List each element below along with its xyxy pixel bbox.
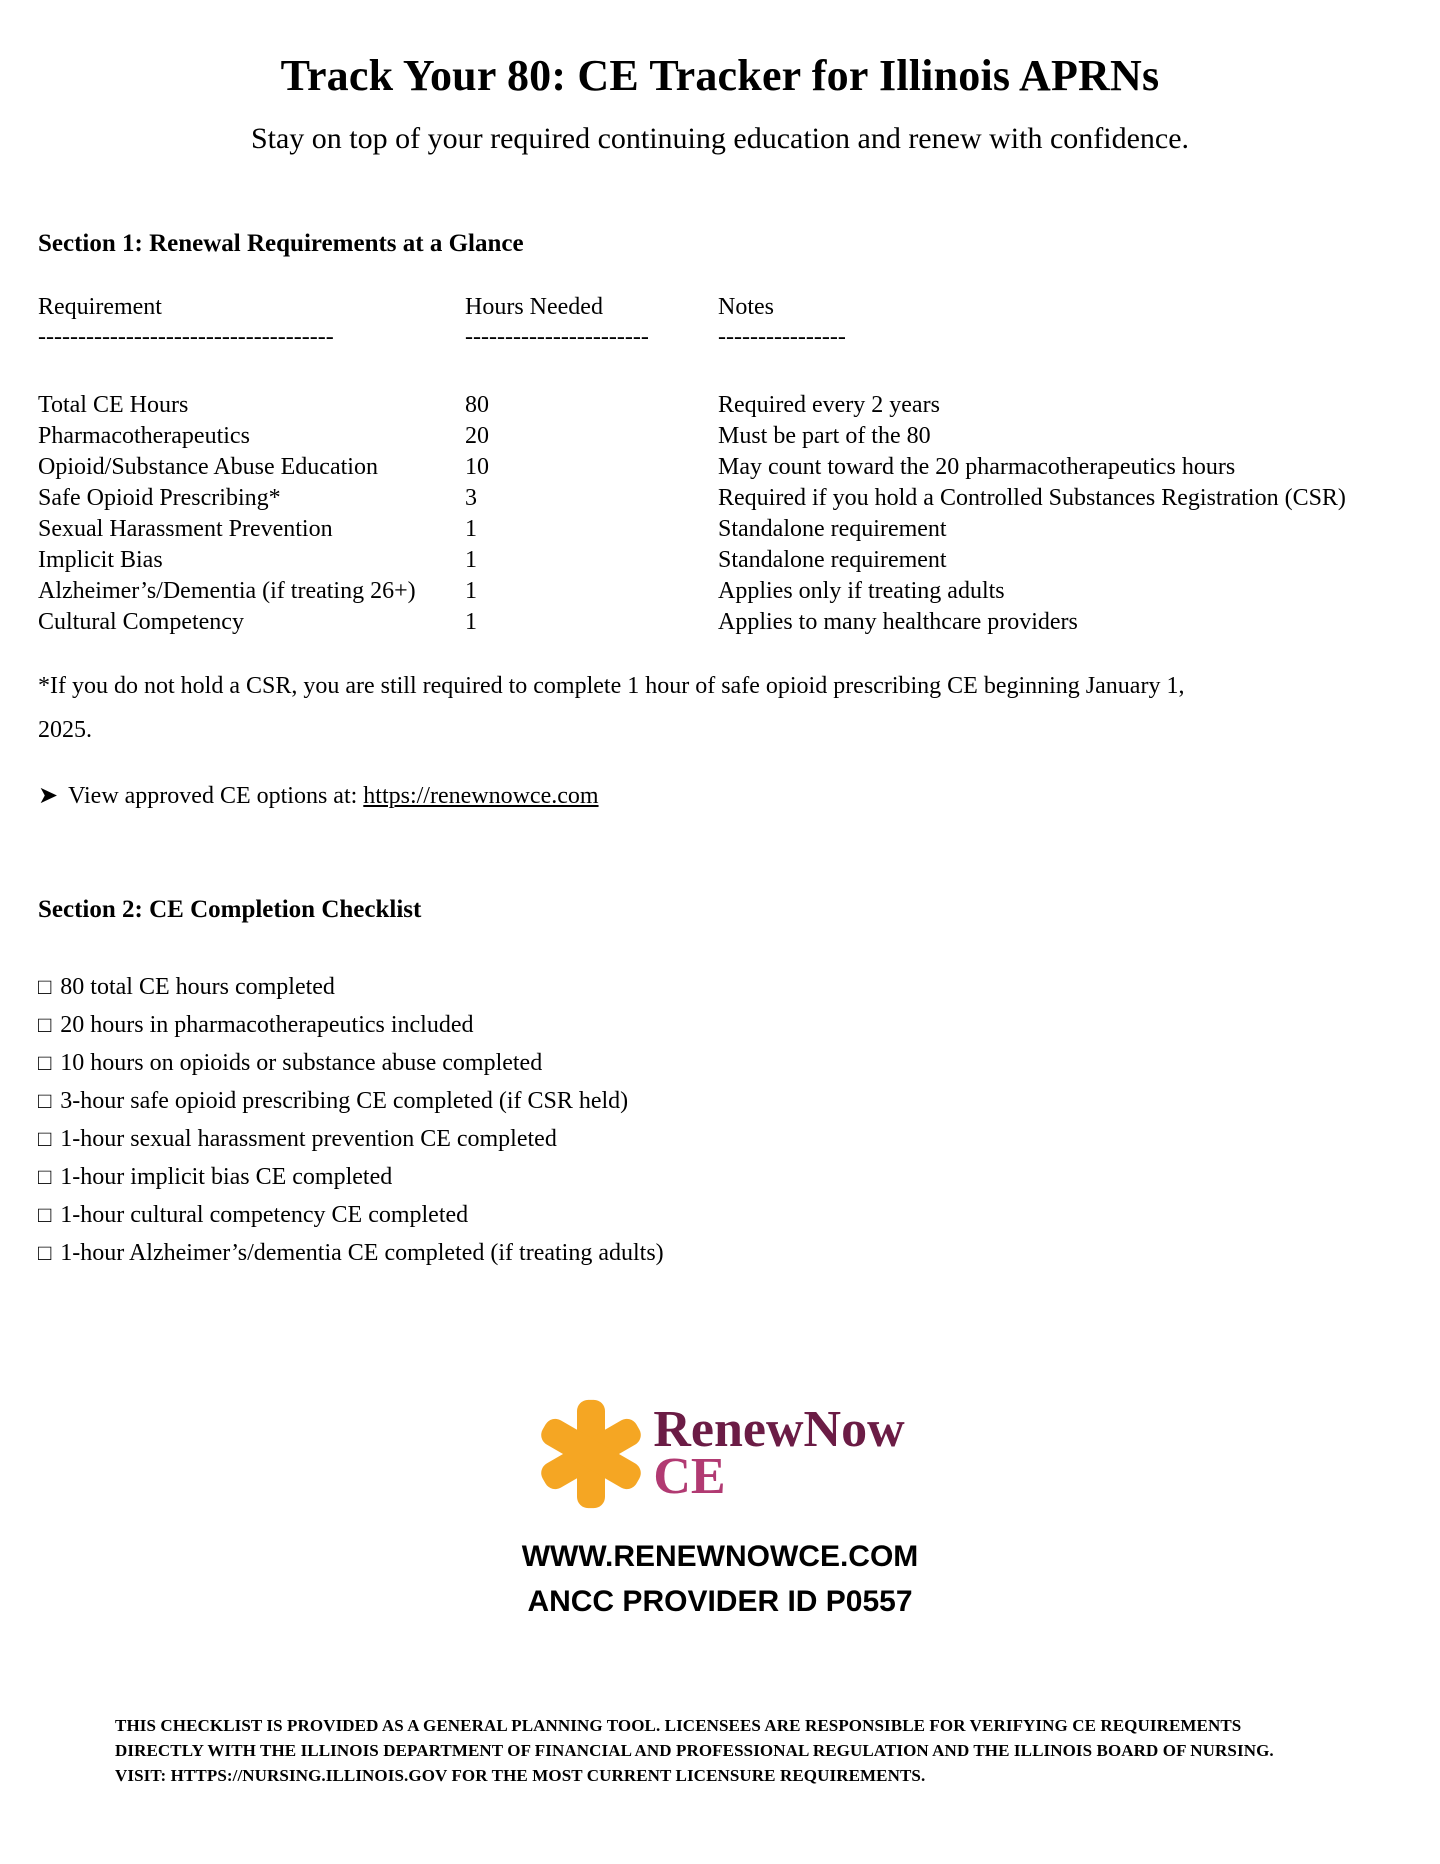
checklist-item (38, 1234, 1402, 1272)
hours-cell: 20 (465, 422, 489, 449)
table-row (38, 607, 1402, 638)
disclaimer (115, 1713, 1402, 1788)
table-row (38, 576, 1402, 607)
requirement-cell: Implicit Bias (38, 546, 163, 573)
checklist-item (38, 1044, 1402, 1082)
requirement-cell: Pharmacotherapeutics (38, 422, 250, 449)
notes-cell: Applies only if treating adults (718, 577, 1005, 604)
requirement-cell: Total CE Hours (38, 391, 189, 418)
hours-cell: 80 (465, 391, 489, 418)
col-header-requirement: Requirement (38, 293, 162, 320)
hours-cell: 1 (465, 577, 477, 604)
checklist-item-label: 10 hours on opioids or substance abuse completed (60, 1049, 543, 1076)
logo-brand-name: RenewNow (653, 1401, 905, 1458)
notes-cell: Applies to many healthcare providers (718, 608, 1078, 635)
checkbox-icon[interactable]: □ (38, 1011, 52, 1037)
checklist-item-label: 1-hour sexual harassment prevention CE completed (60, 1125, 557, 1152)
table-row (38, 452, 1402, 483)
checkbox-icon[interactable]: □ (38, 1049, 52, 1075)
notes-cell: Required if you hold a Controlled Substances Registration (CSR) (718, 484, 1346, 511)
logo-wordmark (653, 1401, 905, 1505)
checklist-item (38, 968, 1402, 1006)
checkbox-icon[interactable]: □ (38, 1201, 52, 1227)
checklist-item-label: 1-hour cultural competency CE completed (60, 1201, 469, 1228)
checklist-item-label: 80 total CE hours completed (60, 973, 335, 1000)
col-header-notes: Notes (718, 293, 774, 320)
disclaimer-line: THIS CHECKLIST IS PROVIDED AS A GENERAL PLANNING TOOL. LICENSEES ARE RESPONSIBLE FOR VERIFYING CE REQUIREMENTS (115, 1715, 1242, 1735)
checkbox-icon[interactable]: □ (38, 1125, 52, 1151)
section2-heading: Section 2: CE Completion Checklist (38, 895, 422, 923)
checkbox-icon[interactable]: □ (38, 1087, 52, 1113)
checklist-item (38, 1006, 1402, 1044)
requirement-cell: Sexual Harassment Prevention (38, 515, 333, 542)
checklist-item-label: 20 hours in pharmacotherapeutics included (60, 1011, 474, 1038)
checkbox-icon[interactable]: □ (38, 1163, 52, 1189)
divider-dashes: ------------------------------------- (38, 323, 334, 350)
table-header-row (38, 292, 1402, 322)
table-divider-row (38, 322, 1402, 352)
logo-brand-ce: CE (653, 1447, 726, 1505)
requirement-cell: Safe Opioid Prescribing* (38, 484, 281, 511)
disclaimer-line: VISIT: HTTPS://NURSING.ILLINOIS.GOV FOR THE MOST CURRENT LICENSURE REQUIREMENTS. (115, 1765, 926, 1785)
table-row (38, 545, 1402, 576)
notes-cell: Standalone requirement (718, 515, 947, 542)
divider-dashes: ----------------------- (465, 323, 649, 350)
table-row (38, 514, 1402, 545)
table-row (38, 421, 1402, 452)
table-row (38, 390, 1402, 421)
website-url: WWW.RENEWNOWCE.COM (521, 1539, 919, 1573)
hours-cell: 1 (465, 546, 477, 573)
renewnow-logo (38, 1398, 1402, 1510)
arrow-right-icon: ➤ (38, 782, 59, 809)
col-header-hours: Hours Needed (465, 293, 603, 320)
star-of-life-icon (535, 1398, 647, 1510)
ce-checklist (38, 968, 1402, 1272)
notes-cell: Required every 2 years (718, 391, 940, 418)
provider-id: ANCC PROVIDER ID P0557 (527, 1584, 913, 1618)
notes-cell: Must be part of the 80 (718, 422, 931, 449)
notes-cell: May count toward the 20 pharmacotherapeutics hours (718, 453, 1236, 480)
checkbox-icon[interactable]: □ (38, 1239, 52, 1265)
checklist-item (38, 1196, 1402, 1234)
requirement-cell: Cultural Competency (38, 608, 244, 635)
requirements-table (38, 292, 1402, 638)
cta-text: View approved CE options at: (68, 782, 358, 809)
renewnowce-link[interactable]: https://renewnowce.com (363, 782, 599, 809)
checklist-item (38, 1120, 1402, 1158)
checklist-item-label: 1-hour implicit bias CE completed (60, 1163, 393, 1190)
section1-heading: Section 1: Renewal Requirements at a Glance (38, 229, 524, 257)
hours-cell: 1 (465, 515, 477, 542)
checklist-item (38, 1158, 1402, 1196)
requirement-cell: Opioid/Substance Abuse Education (38, 453, 378, 480)
csr-footnote: *If you do not hold a CSR, you are still required to complete 1 hour of safe opioid prescribing CE beginning January 1, 2025. (38, 672, 1185, 743)
table-body (38, 390, 1402, 638)
cta-line (38, 780, 1402, 812)
page-title: Track Your 80: CE Tracker for Illinois APRNs (280, 51, 1160, 100)
divider-dashes: ---------------- (718, 323, 846, 350)
checklist-item (38, 1082, 1402, 1120)
hours-cell: 1 (465, 608, 477, 635)
hours-cell: 10 (465, 453, 489, 480)
disclaimer-line: DIRECTLY WITH THE ILLINOIS DEPARTMENT OF FINANCIAL AND PROFESSIONAL REGULATION AND THE ILLINOIS BOARD OF NURSING. (115, 1740, 1274, 1760)
checklist-item-label: 3-hour safe opioid prescribing CE completed (if CSR held) (60, 1087, 629, 1114)
notes-cell: Standalone requirement (718, 546, 947, 573)
hours-cell: 3 (465, 484, 477, 511)
page-subtitle: Stay on top of your required continuing education and renew with confidence. (250, 121, 1190, 155)
checklist-item-label: 1-hour Alzheimer’s/dementia CE completed (if treating adults) (60, 1239, 664, 1266)
requirement-cell: Alzheimer’s/Dementia (if treating 26+) (38, 577, 416, 604)
table-row (38, 483, 1402, 514)
checkbox-icon[interactable]: □ (38, 973, 52, 999)
